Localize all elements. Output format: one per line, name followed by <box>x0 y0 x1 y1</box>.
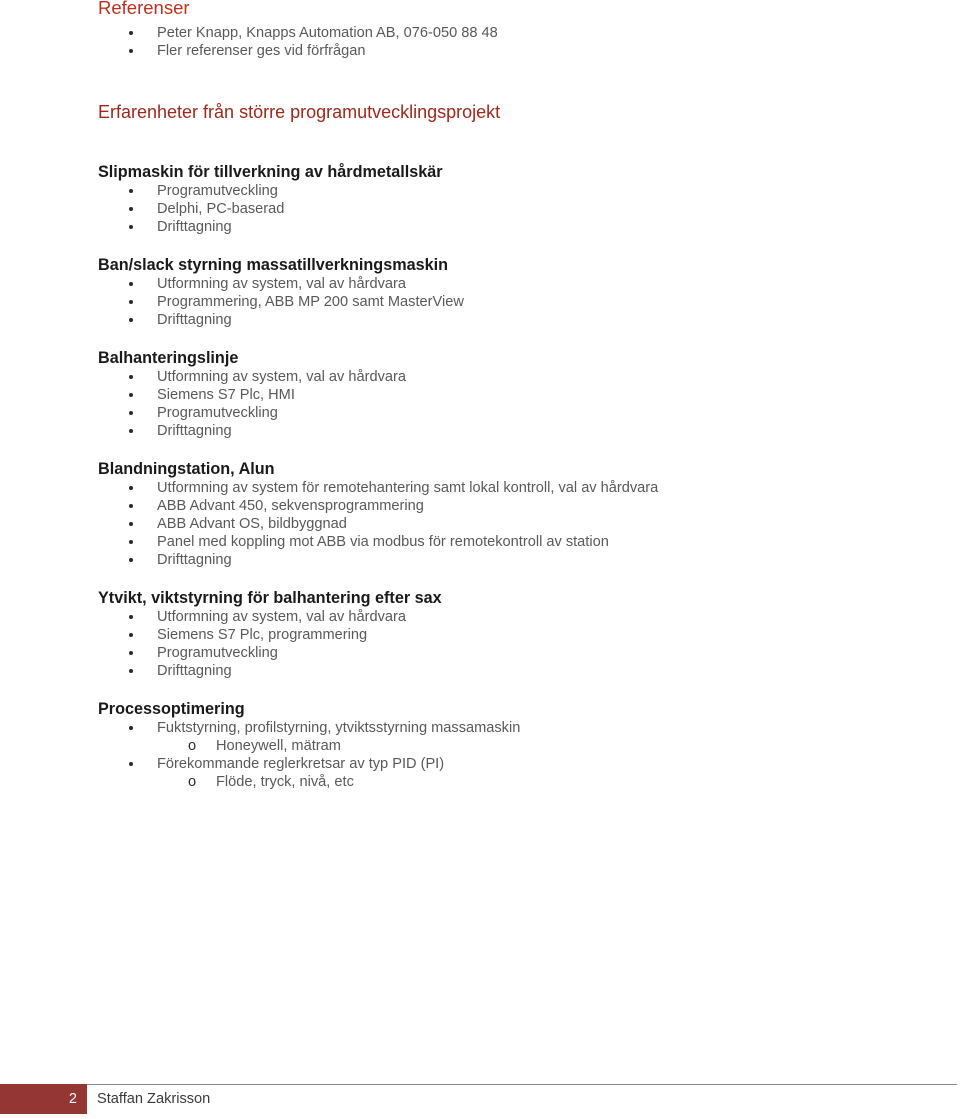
bullet-icon <box>129 411 133 415</box>
project-balhantering <box>98 348 938 440</box>
project-items <box>98 719 938 737</box>
list-item: Siemens S7 Plc, programmering <box>98 626 938 644</box>
sub-list <box>98 773 938 791</box>
project-title: Processoptimering <box>98 700 245 718</box>
bullet-icon <box>129 726 133 730</box>
bullet-icon <box>129 669 133 673</box>
bullet-icon <box>129 762 133 766</box>
sub-bullet-icon: o <box>188 774 197 790</box>
list-item: Programutveckling <box>98 644 938 662</box>
page-number-box <box>0 1084 87 1114</box>
list-item: ABB Advant 450, sekvensprogrammering <box>98 497 938 515</box>
project-blandningstation <box>98 459 938 569</box>
footer-author: Staffan Zakrisson <box>97 1091 211 1107</box>
list-item: Drifttagning <box>98 218 938 236</box>
list-item: Panel med koppling mot ABB via modbus för remotekontroll av station <box>98 533 938 551</box>
project-items <box>98 182 938 236</box>
sub-list-item: o Flöde, tryck, nivå, etc <box>188 774 354 790</box>
footer-divider <box>87 1084 957 1085</box>
list-item: Drifttagning <box>98 551 938 569</box>
erfarenheter-heading: Erfarenheter från större programutvecklingsprojekt <box>98 102 501 122</box>
project-processoptimering <box>98 699 938 791</box>
list-item: Programmering, ABB MP 200 samt MasterView <box>98 293 938 311</box>
bullet-icon <box>129 522 133 526</box>
bullet-icon <box>129 651 133 655</box>
bullet-icon <box>129 49 133 53</box>
bullet-icon <box>129 558 133 562</box>
list-item: Drifttagning <box>98 662 938 680</box>
list-item: Drifttagning <box>98 422 938 440</box>
sub-list-item: o Honeywell, mätram <box>188 738 341 754</box>
list-item: Utformning av system, val av hårdvara <box>98 608 938 626</box>
project-items <box>98 608 938 680</box>
project-items <box>98 275 938 329</box>
sub-list <box>98 737 938 755</box>
project-title: Blandningstation, Alun <box>98 460 275 478</box>
list-item: Siemens S7 Plc, HMI <box>98 386 938 404</box>
bullet-icon <box>129 504 133 508</box>
list-item: Drifttagning <box>98 311 938 329</box>
bullet-icon <box>129 207 133 211</box>
list-item: Programutveckling <box>98 404 938 422</box>
bullet-icon <box>129 393 133 397</box>
bullet-icon <box>129 615 133 619</box>
bullet-icon <box>129 189 133 193</box>
referenser-list <box>98 24 938 60</box>
list-item: Utformning av system, val av hårdvara <box>98 368 938 386</box>
list-item: Utformning av system för remotehantering samt lokal kontroll, val av hårdvara <box>98 479 938 497</box>
list-item: Utformning av system, val av hårdvara <box>98 275 938 293</box>
sub-bullet-icon: o <box>188 738 197 754</box>
bullet-icon <box>129 375 133 379</box>
bullet-icon <box>129 486 133 490</box>
project-items <box>98 368 938 440</box>
referenser-heading: Referenser <box>98 0 190 18</box>
bullet-icon <box>129 300 133 304</box>
project-title: Ban/slack styrning massatillverkningsmaskin <box>98 256 448 274</box>
bullet-icon <box>129 225 133 229</box>
list-item: Delphi, PC-baserad <box>98 200 938 218</box>
bullet-icon <box>129 31 133 35</box>
project-ytvikt <box>98 588 938 680</box>
bullet-icon <box>129 429 133 433</box>
list-item: Fuktstyrning, profilstyrning, ytviktsstyrning massamaskin <box>98 719 938 737</box>
page-number: 2 <box>68 1091 77 1107</box>
project-slipmaskin <box>98 162 938 236</box>
bullet-icon <box>129 282 133 286</box>
project-title: Slipmaskin för tillverkning av hårdmetallskär <box>98 163 443 181</box>
list-item: Peter Knapp, Knapps Automation AB, 076-050 88 48 <box>98 24 938 42</box>
document-body <box>98 0 938 791</box>
project-title: Balhanteringslinje <box>98 349 239 367</box>
list-item: Programutveckling <box>98 182 938 200</box>
bullet-icon <box>129 540 133 544</box>
list-item: Fler referenser ges vid förfrågan <box>98 42 938 60</box>
bullet-icon <box>129 318 133 322</box>
page-footer <box>0 1084 960 1119</box>
bullet-icon <box>129 633 133 637</box>
project-title: Ytvikt, viktstyrning för balhantering efter sax <box>98 589 442 607</box>
project-ban-slack <box>98 255 938 329</box>
list-item: ABB Advant OS, bildbyggnad <box>98 515 938 533</box>
project-items <box>98 479 938 569</box>
project-items <box>98 755 938 773</box>
list-item: Förekommande reglerkretsar av typ PID (PI) <box>98 755 938 773</box>
